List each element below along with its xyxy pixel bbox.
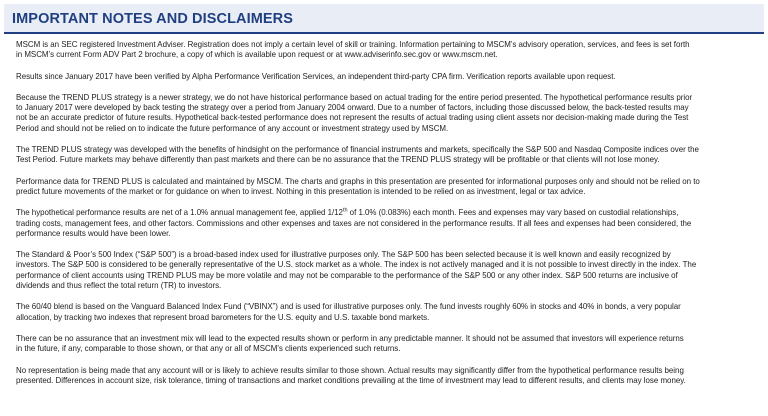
page-title: IMPORTANT NOTES AND DISCLAIMERS bbox=[12, 11, 294, 27]
paragraph-hypothetical-performance: Because the TREND PLUS strategy is a newer strategy, we do not have historical performance based on actual trading for the entire period presented. The hypothetical performance results prior to January 2017 were developed by back testing the strategy over a period from January 2004 onward. Due to a number of factors, including those discussed below, the back-tested results may not be an accurate predictor of future results. Hypothetical back-tested performance does not represent the results of actual trading using client assets nor decision-making made during the Test Period and should not be relied on to indicate the future performance of any account or investment strategy used by MSCM. bbox=[16, 92, 693, 133]
paragraph-performance-data: Performance data for TREND PLUS is calculated and maintained by MSCM. The charts and graphs in this presentation are presented for informational purposes only and should not be relied on to predict future movements of the market or for guidance on when to invest. Nothing in this presentation is intended to be relied on as investment, legal or tax advice. bbox=[16, 176, 700, 196]
paragraph-sp500: The Standard & Poor’s 500 Index (“S&P 500”) is a broad-based index used for illustrative purposes only. The S&P 500 has been selected because it is well known and easily recognized by investors. The S&P 500 is considered to be generally representative of the U.S. stock market as a whole. The index is not actively managed and it is not possible to invest directly in the index. The performance of client accounts using TREND PLUS may be more volatile and may not be comparable to the performance of the S&P 500 or any other index. S&P 500 returns are inclusive of dividends and thus reflect the total return (TR) to investors. bbox=[16, 250, 697, 291]
paragraph-hindsight: The TREND PLUS strategy was developed with the benefits of hindsight on the performance of financial instruments and markets, specifically the S&P 500 and Nasdaq Composite indices over the Test Period. Future markets may behave differently than past markets and there can be no assurance that the TREND PLUS strategy will be profitable or that clients will not lose money. bbox=[16, 145, 699, 165]
paragraph-no-representation: No representation is being made that any account will or is likely to achieve results similar to those shown. Actual results may significantly differ from the hypothetical performance results being presented. Differences in account size, risk tolerance, timing of transactions and market conditions prevailing at the time of investment may lead to different results, and clients may lose money. bbox=[16, 365, 686, 385]
paragraph-fees: The hypothetical performance results are net of a 1.0% annual management fee, applied 1/12th of 1.0% (0.083%) each month. Fees and expenses may vary based on custodial relationships, trading costs, management fees, and other factors. Commissions and other expenses and taxes are not considered in the performance results. If all fees and expenses had been considered, the performance results would have been lower. bbox=[16, 207, 692, 238]
paragraph-adviser-registration: MSCM is an SEC registered Investment Adviser. Registration does not imply a certain level of skill or training. Information pertaining to MSCM’s advisory operation, services, and fees is set forth in MSCM’s current Form ADV Part 2 brochure, a copy of which is available upon request or at www.adviserinfo.sec.gov or www.mscm.net. bbox=[16, 40, 690, 60]
paragraph-no-assurance: There can be no assurance that an investment mix will lead to the expected results shown or perform in any predictable manner. It should not be assumed that investors will experience returns in the future, if any, comparable to those shown, or that any or all of MSCM’s clients experienced such returns. bbox=[16, 333, 684, 354]
disclaimer-body bbox=[16, 40, 760, 397]
paragraph-60-40-blend: The 60/40 blend is based on the Vanguard Balanced Index Fund (“VBINX”) and is used for illustrative purposes only. The fund invests roughly 60% in stocks and 40% in bonds, a very popular allocation, by tracking two indexes that represent broad barometers for the U.S. equity and U.S. taxable bond markets. bbox=[16, 302, 681, 322]
title-bar bbox=[4, 4, 764, 34]
paragraph-verification: Results since January 2017 have been verified by Alpha Performance Verification Services, an independent third-party CPA firm. Verification reports available upon request. bbox=[16, 71, 616, 81]
